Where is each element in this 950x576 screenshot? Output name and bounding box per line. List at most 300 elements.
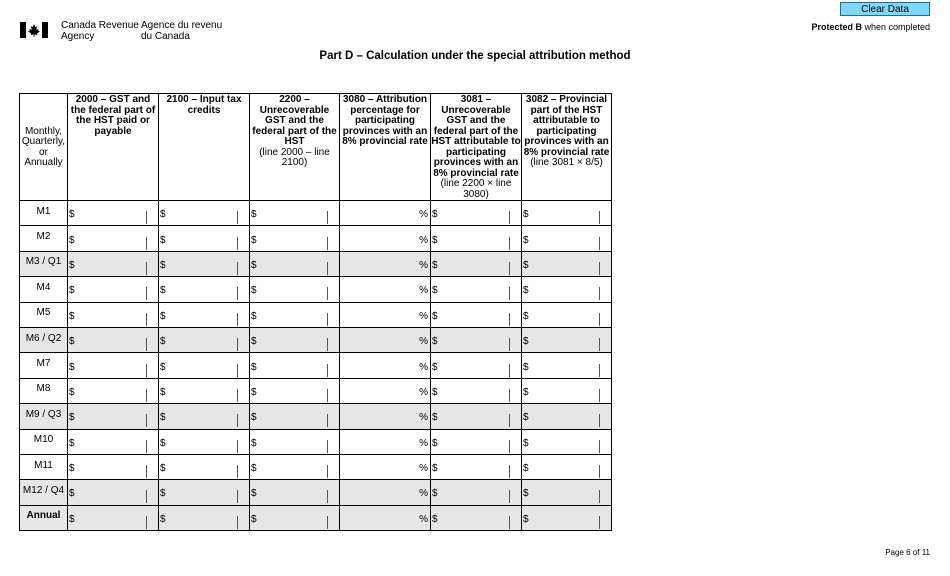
- cents-divider: [327, 364, 328, 377]
- cents-divider: [599, 237, 600, 250]
- cents-divider: [599, 516, 600, 529]
- dollar-sign: $: [432, 437, 438, 449]
- line-2200-cell: [250, 480, 340, 505]
- dollar-sign: $: [69, 488, 75, 500]
- line-3080-cell: [340, 302, 431, 327]
- line-2100-input[interactable]: [169, 512, 235, 530]
- line-2000-cell: [68, 353, 159, 378]
- line-2000-input[interactable]: [78, 360, 144, 378]
- dollar-sign: $: [523, 386, 529, 398]
- dollar-sign: $: [251, 234, 257, 246]
- cents-divider: [146, 338, 147, 351]
- cents-divider: [237, 262, 238, 275]
- cents-divider: [327, 313, 328, 326]
- line-2000-input[interactable]: [78, 283, 144, 301]
- dollar-sign: $: [251, 463, 257, 475]
- line-3081-input[interactable]: [441, 207, 507, 225]
- dollar-sign: $: [523, 209, 529, 221]
- line-2000-cell: [68, 302, 159, 327]
- percent-sign: %: [419, 336, 428, 348]
- line-2200-input[interactable]: [260, 258, 325, 276]
- percent-sign: %: [419, 437, 428, 449]
- cents-divider: [509, 313, 510, 326]
- line-3080-input[interactable]: [344, 385, 416, 403]
- table-row: [20, 480, 612, 505]
- dollar-sign: $: [69, 386, 75, 398]
- dollar-sign: $: [432, 513, 438, 525]
- cents-divider: [599, 465, 600, 478]
- dollar-sign: $: [523, 336, 529, 348]
- line-2100-cell: [159, 353, 250, 378]
- line-2100-input[interactable]: [169, 360, 235, 378]
- line-3081-cell: [431, 429, 522, 454]
- cents-divider: [146, 389, 147, 402]
- line-2200-input[interactable]: [260, 360, 325, 378]
- line-2000-input[interactable]: [78, 385, 144, 403]
- line-3080-input[interactable]: [344, 512, 416, 530]
- table-row: [20, 302, 612, 327]
- cents-divider: [237, 389, 238, 402]
- period-label: M12 / Q4: [20, 480, 68, 505]
- cents-divider: [327, 237, 328, 250]
- dollar-sign: $: [251, 437, 257, 449]
- line-2000-input[interactable]: [78, 436, 144, 454]
- line-3080-input[interactable]: [344, 436, 416, 454]
- cents-divider: [146, 237, 147, 250]
- dollar-sign: $: [251, 386, 257, 398]
- line-2200-cell: [250, 404, 340, 429]
- line-3080-input[interactable]: [344, 334, 416, 352]
- cents-divider: [327, 440, 328, 453]
- line-3081-input[interactable]: [441, 258, 507, 276]
- period-label: M5: [20, 302, 68, 327]
- line-3081-input[interactable]: [441, 233, 507, 251]
- dollar-sign: $: [523, 234, 529, 246]
- line-2200-cell: [250, 378, 340, 403]
- dollar-sign: $: [432, 310, 438, 322]
- dollar-sign: $: [251, 336, 257, 348]
- dollar-sign: $: [523, 285, 529, 297]
- period-label: M6 / Q2: [20, 327, 68, 352]
- line-2200-cell: [250, 277, 340, 302]
- cents-divider: [509, 490, 510, 503]
- line-3082-cell: [522, 327, 612, 352]
- dollar-sign: $: [69, 412, 75, 424]
- dollar-sign: $: [69, 361, 75, 373]
- table-row: [20, 378, 612, 403]
- line-2000-input[interactable]: [78, 309, 144, 327]
- percent-sign: %: [419, 285, 428, 297]
- line-2200-input[interactable]: [260, 512, 325, 530]
- line-3080-input[interactable]: [344, 486, 416, 504]
- line-3081-input[interactable]: [441, 385, 507, 403]
- line-3082-input[interactable]: [532, 410, 597, 428]
- line-2200-cell: [250, 201, 340, 226]
- line-2000-cell: [68, 378, 159, 403]
- line-2000-cell: [68, 251, 159, 276]
- line-3080-input[interactable]: [344, 207, 416, 225]
- line-3080-header: 3080 – Attribution percentage for participating provinces with an 8% provincial rate: [340, 94, 431, 201]
- line-2100-cell: [159, 201, 250, 226]
- dollar-sign: $: [432, 234, 438, 246]
- dollar-sign: $: [160, 488, 166, 500]
- cents-divider: [509, 465, 510, 478]
- line-3082-input[interactable]: [532, 233, 597, 251]
- percent-sign: %: [419, 310, 428, 322]
- line-3080-input[interactable]: [344, 309, 416, 327]
- line-3081-input[interactable]: [441, 283, 507, 301]
- dollar-sign: $: [160, 310, 166, 322]
- cents-divider: [146, 364, 147, 377]
- cents-divider: [146, 414, 147, 427]
- cents-divider: [599, 490, 600, 503]
- line-2000-cell: [68, 505, 159, 530]
- agency-name-english: Canada Revenue Agency: [61, 20, 139, 42]
- cents-divider: [237, 490, 238, 503]
- period-label: M4: [20, 277, 68, 302]
- line-2200-input[interactable]: [260, 283, 325, 301]
- line-2100-input[interactable]: [169, 283, 235, 301]
- cents-divider: [599, 287, 600, 300]
- dollar-sign: $: [523, 513, 529, 525]
- dollar-sign: $: [160, 234, 166, 246]
- period-label: Annual: [20, 505, 68, 530]
- line-3081-input[interactable]: [441, 334, 507, 352]
- line-3082-cell: [522, 302, 612, 327]
- line-2000-cell: [68, 277, 159, 302]
- table-row: [20, 505, 612, 530]
- line-3082-cell: [522, 277, 612, 302]
- dollar-sign: $: [251, 488, 257, 500]
- line-2000-input[interactable]: [78, 486, 144, 504]
- dollar-sign: $: [69, 336, 75, 348]
- dollar-sign: $: [69, 513, 75, 525]
- line-2200-header: 2200 – Unrecoverable GST and the federal part of the HST (line 2000 – line 2100): [250, 94, 340, 201]
- dollar-sign: $: [523, 437, 529, 449]
- percent-sign: %: [419, 361, 428, 373]
- percent-sign: %: [419, 386, 428, 398]
- cents-divider: [599, 440, 600, 453]
- line-3081-input[interactable]: [441, 309, 507, 327]
- line-3080-cell: [340, 201, 431, 226]
- line-2200-input[interactable]: [260, 334, 325, 352]
- line-2000-input[interactable]: [78, 461, 144, 479]
- dollar-sign: $: [251, 513, 257, 525]
- cents-divider: [509, 287, 510, 300]
- line-2100-cell: [159, 302, 250, 327]
- cents-divider: [146, 287, 147, 300]
- line-2000-input[interactable]: [78, 233, 144, 251]
- line-3082-cell: [522, 226, 612, 251]
- percent-sign: %: [419, 488, 428, 500]
- dollar-sign: $: [251, 310, 257, 322]
- line-3082-cell: [522, 251, 612, 276]
- line-3081-cell: [431, 226, 522, 251]
- period-label: M8: [20, 378, 68, 403]
- dollar-sign: $: [251, 412, 257, 424]
- dollar-sign: $: [160, 463, 166, 475]
- dollar-sign: $: [432, 361, 438, 373]
- line-2200-input[interactable]: [260, 436, 325, 454]
- line-3082-input[interactable]: [532, 283, 597, 301]
- line-3082-cell: [522, 454, 612, 479]
- line-2100-input[interactable]: [169, 233, 235, 251]
- line-3082-input[interactable]: [532, 309, 597, 327]
- dollar-sign: $: [523, 463, 529, 475]
- line-3080-input[interactable]: [344, 461, 416, 479]
- table-row: [20, 277, 612, 302]
- line-3081-cell: [431, 480, 522, 505]
- cents-divider: [509, 389, 510, 402]
- dollar-sign: $: [69, 310, 75, 322]
- cents-divider: [237, 364, 238, 377]
- line-2200-input[interactable]: [260, 461, 325, 479]
- dollar-sign: $: [523, 310, 529, 322]
- cents-divider: [599, 338, 600, 351]
- percent-sign: %: [419, 412, 428, 424]
- line-2100-input[interactable]: [169, 486, 235, 504]
- line-3080-cell: [340, 226, 431, 251]
- line-2100-cell: [159, 327, 250, 352]
- cents-divider: [237, 516, 238, 529]
- dollar-sign: $: [69, 209, 75, 221]
- line-2200-cell: [250, 353, 340, 378]
- line-2000-cell: [68, 226, 159, 251]
- line-3081-input[interactable]: [441, 461, 507, 479]
- line-2100-input[interactable]: [169, 334, 235, 352]
- period-label: M3 / Q1: [20, 251, 68, 276]
- dollar-sign: $: [523, 361, 529, 373]
- dollar-sign: $: [160, 336, 166, 348]
- protected-b-notice: Protected B when completed: [811, 22, 930, 32]
- period-label: M2: [20, 226, 68, 251]
- cents-divider: [327, 389, 328, 402]
- line-3081-cell: [431, 201, 522, 226]
- table-row: [20, 353, 612, 378]
- line-3080-input[interactable]: [344, 283, 416, 301]
- dollar-sign: $: [160, 209, 166, 221]
- line-2100-cell: [159, 429, 250, 454]
- line-3080-cell: [340, 378, 431, 403]
- table-row: [20, 201, 612, 226]
- line-3080-cell: [340, 353, 431, 378]
- line-2200-input[interactable]: [260, 207, 325, 225]
- period-label: M1: [20, 201, 68, 226]
- line-2000-cell: [68, 454, 159, 479]
- cents-divider: [327, 287, 328, 300]
- line-2200-cell: [250, 226, 340, 251]
- percent-sign: %: [419, 209, 428, 221]
- calculation-table: [19, 93, 612, 531]
- cents-divider: [599, 313, 600, 326]
- line-2100-input[interactable]: [169, 385, 235, 403]
- cents-divider: [237, 414, 238, 427]
- line-3082-input[interactable]: [532, 258, 597, 276]
- line-3082-input[interactable]: [532, 385, 597, 403]
- line-3080-cell: [340, 404, 431, 429]
- line-3080-input[interactable]: [344, 233, 416, 251]
- cents-divider: [146, 211, 147, 224]
- cents-divider: [146, 516, 147, 529]
- line-3082-cell: [522, 378, 612, 403]
- line-2200-input[interactable]: [260, 233, 325, 251]
- line-2100-input[interactable]: [169, 410, 235, 428]
- dollar-sign: $: [69, 463, 75, 475]
- cents-divider: [599, 364, 600, 377]
- line-3082-input[interactable]: [532, 512, 597, 530]
- line-3081-input[interactable]: [441, 360, 507, 378]
- line-2200-input[interactable]: [260, 410, 325, 428]
- line-2100-cell: [159, 251, 250, 276]
- line-3081-input[interactable]: [441, 410, 507, 428]
- line-2100-cell: [159, 454, 250, 479]
- dollar-sign: $: [432, 488, 438, 500]
- cents-divider: [599, 389, 600, 402]
- line-3081-cell: [431, 454, 522, 479]
- cents-divider: [327, 516, 328, 529]
- dollar-sign: $: [251, 209, 257, 221]
- line-2100-input[interactable]: [169, 258, 235, 276]
- line-2100-input[interactable]: [169, 436, 235, 454]
- line-3081-cell: [431, 505, 522, 530]
- dollar-sign: $: [160, 361, 166, 373]
- dollar-sign: $: [432, 285, 438, 297]
- cents-divider: [599, 262, 600, 275]
- line-3082-cell: [522, 404, 612, 429]
- line-2100-cell: [159, 505, 250, 530]
- line-2100-input[interactable]: [169, 461, 235, 479]
- line-3081-cell: [431, 378, 522, 403]
- line-3082-cell: [522, 480, 612, 505]
- line-2000-header: 2000 – GST and the federal part of the HST paid or payable: [68, 94, 159, 201]
- line-3080-cell: [340, 505, 431, 530]
- cents-divider: [237, 287, 238, 300]
- line-2000-input[interactable]: [78, 512, 144, 530]
- cents-divider: [327, 338, 328, 351]
- line-2200-input[interactable]: [260, 486, 325, 504]
- line-3081-input[interactable]: [441, 486, 507, 504]
- line-3081-cell: [431, 353, 522, 378]
- line-2000-cell: [68, 201, 159, 226]
- percent-sign: %: [419, 463, 428, 475]
- cents-divider: [237, 237, 238, 250]
- dollar-sign: $: [432, 463, 438, 475]
- line-2100-header: 2100 – Input tax credits: [159, 94, 250, 201]
- percent-sign: %: [419, 234, 428, 246]
- line-2200-cell: [250, 429, 340, 454]
- dollar-sign: $: [432, 259, 438, 271]
- cents-divider: [237, 313, 238, 326]
- page-number: Page 6 of 11: [885, 548, 930, 557]
- line-2000-input[interactable]: [78, 410, 144, 428]
- dollar-sign: $: [432, 412, 438, 424]
- line-3080-cell: [340, 480, 431, 505]
- table-header-row: [20, 94, 612, 201]
- dollar-sign: $: [69, 285, 75, 297]
- cents-divider: [146, 465, 147, 478]
- line-2100-cell: [159, 404, 250, 429]
- line-2200-cell: [250, 302, 340, 327]
- line-2000-input[interactable]: [78, 334, 144, 352]
- line-2000-cell: [68, 429, 159, 454]
- agency-name-french: Agence du revenu du Canada: [141, 20, 223, 42]
- line-3080-input[interactable]: [344, 360, 416, 378]
- line-2000-cell: [68, 404, 159, 429]
- line-3081-input[interactable]: [441, 436, 507, 454]
- period-label: M7: [20, 353, 68, 378]
- table-row: [20, 454, 612, 479]
- line-3081-header: 3081 – Unrecoverable GST and the federal part of the HST attributable to participating provinces with an 8% provincial rate (line 2200 × line 3080): [431, 94, 521, 200]
- line-3082-cell: [522, 429, 612, 454]
- line-3082-cell: [522, 353, 612, 378]
- line-2100-cell: [159, 226, 250, 251]
- cents-divider: [599, 211, 600, 224]
- line-3080-input[interactable]: [344, 410, 416, 428]
- line-3082-cell: [522, 505, 612, 530]
- table-row: [20, 327, 612, 352]
- line-2100-cell: [159, 480, 250, 505]
- canada-flag-icon: [20, 22, 48, 38]
- line-3081-cell: [431, 404, 522, 429]
- line-2100-input[interactable]: [169, 309, 235, 327]
- period-column-header: Monthly, Quarterly, or Annually: [20, 94, 68, 201]
- period-label: M9 / Q3: [20, 404, 68, 429]
- cents-divider: [509, 440, 510, 453]
- line-3082-input[interactable]: [532, 207, 597, 225]
- dollar-sign: $: [523, 412, 529, 424]
- line-2100-cell: [159, 378, 250, 403]
- line-3081-input[interactable]: [441, 512, 507, 530]
- line-2200-input[interactable]: [260, 309, 325, 327]
- table-row: [20, 404, 612, 429]
- dollar-sign: $: [432, 386, 438, 398]
- line-2000-input[interactable]: [78, 207, 144, 225]
- clear-data-button[interactable]: Clear Data: [840, 2, 930, 16]
- line-3080-cell: [340, 251, 431, 276]
- line-3082-input[interactable]: [532, 461, 597, 479]
- dollar-sign: $: [523, 488, 529, 500]
- line-3082-input[interactable]: [532, 334, 597, 352]
- line-2200-cell: [250, 251, 340, 276]
- cents-divider: [509, 338, 510, 351]
- table-row: [20, 429, 612, 454]
- line-2100-input[interactable]: [169, 207, 235, 225]
- line-3082-input[interactable]: [532, 436, 597, 454]
- line-2200-input[interactable]: [260, 385, 325, 403]
- line-2000-cell: [68, 480, 159, 505]
- dollar-sign: $: [432, 336, 438, 348]
- line-3082-input[interactable]: [532, 486, 597, 504]
- cents-divider: [237, 440, 238, 453]
- table-row: [20, 251, 612, 276]
- line-2100-cell: [159, 277, 250, 302]
- cents-divider: [146, 313, 147, 326]
- line-3081-cell: [431, 327, 522, 352]
- cents-divider: [237, 338, 238, 351]
- dollar-sign: $: [432, 209, 438, 221]
- line-2000-input[interactable]: [78, 258, 144, 276]
- line-3081-cell: [431, 302, 522, 327]
- line-3080-input[interactable]: [344, 258, 416, 276]
- cents-divider: [509, 262, 510, 275]
- line-2200-cell: [250, 327, 340, 352]
- percent-sign: %: [419, 513, 428, 525]
- line-3081-cell: [431, 251, 522, 276]
- dollar-sign: $: [160, 437, 166, 449]
- cents-divider: [327, 414, 328, 427]
- line-3082-input[interactable]: [532, 360, 597, 378]
- cents-divider: [327, 490, 328, 503]
